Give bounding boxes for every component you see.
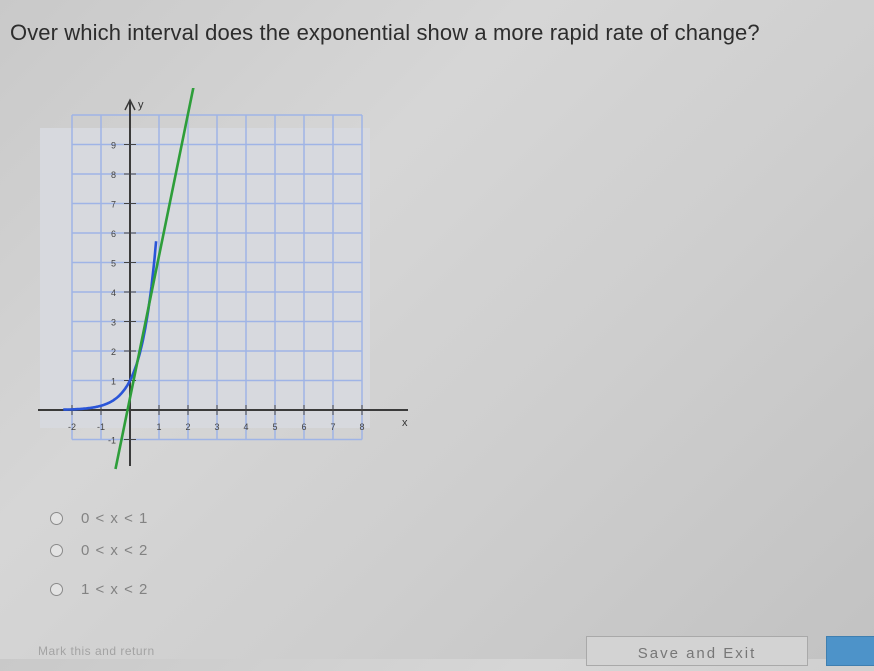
x-tick-label: 6 (301, 422, 307, 432)
choice-label: 1 < x < 2 (81, 580, 149, 598)
y-tick-label: 1 (110, 376, 116, 387)
x-tick-label: 3 (214, 422, 220, 432)
graph-plot-area (40, 128, 370, 428)
x-tick-label: 8 (359, 422, 365, 432)
x-tick-label: 2 (185, 422, 191, 432)
radio-button[interactable] (50, 583, 63, 596)
y-tick-label: 3 (110, 317, 116, 328)
choice-0-to-1[interactable] (50, 506, 148, 530)
choice-label: 0 < x < 2 (81, 541, 149, 559)
radio-button[interactable] (50, 512, 63, 525)
mark-and-return-link[interactable]: Mark this and return (38, 644, 155, 658)
save-and-exit-button[interactable]: Save and Exit (586, 636, 808, 666)
y-tick-label: 9 (110, 140, 116, 151)
y-tick-label: 5 (110, 258, 116, 269)
radio-button[interactable] (50, 544, 63, 557)
x-tick-label: -2 (67, 422, 77, 432)
choice-0-to-2[interactable] (50, 538, 148, 562)
question-text: Over which interval does the exponential show a more rapid rate of change? (10, 20, 760, 45)
y-tick-label: 7 (110, 199, 116, 210)
x-tick-label: 1 (156, 422, 162, 432)
graph (30, 88, 420, 478)
x-axis-label: x (402, 417, 408, 429)
y-tick-label: 4 (110, 288, 116, 298)
y-tick-label: 6 (110, 229, 116, 239)
choice-1-to-2[interactable] (50, 577, 148, 601)
x-tick-label: -1 (96, 422, 106, 432)
y-tick-label: 2 (110, 347, 116, 357)
graph-svg (30, 88, 420, 478)
y-axis-label: y (138, 99, 144, 111)
y-tick-label: -1 (107, 435, 116, 446)
x-tick-label: 4 (243, 422, 249, 432)
choice-label: 0 < x < 1 (81, 509, 149, 527)
x-tick-label: 7 (330, 422, 336, 432)
x-tick-label: 5 (272, 422, 278, 432)
next-button[interactable] (826, 636, 874, 666)
y-tick-label: 8 (110, 170, 116, 180)
